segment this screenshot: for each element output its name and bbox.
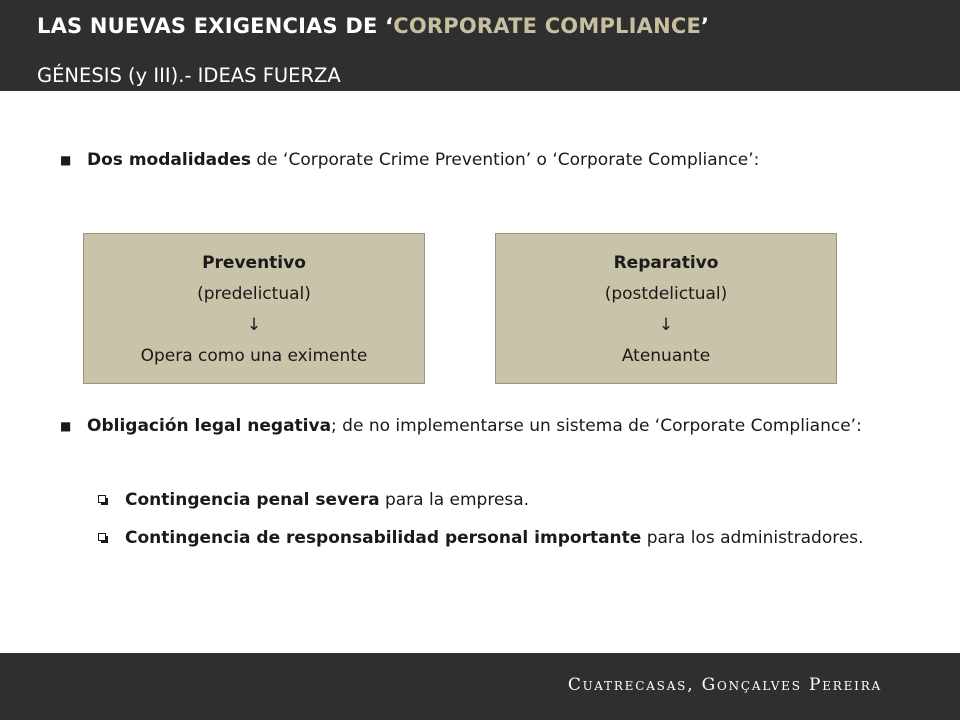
subbullet-bold: Contingencia de responsabilidad personal importante xyxy=(125,528,642,548)
box-result: Atenuante xyxy=(621,346,711,366)
square-bullet-icon: ■ xyxy=(60,419,72,433)
footer-bar xyxy=(0,653,960,720)
subbullet-text xyxy=(125,519,903,557)
box-preventivo xyxy=(83,233,425,384)
subbullet-penal xyxy=(98,481,903,519)
box-reparativo xyxy=(495,233,837,384)
subbullet-responsabilidad xyxy=(98,519,903,557)
bullet-rest: de ‘Corporate Crime Prevention’ o ‘Corporate Compliance’: xyxy=(250,150,760,170)
subbullet-rest: para los administradores. xyxy=(641,528,864,548)
box-result: Opera como una eximente xyxy=(140,346,368,366)
box-title: Reparativo xyxy=(613,253,719,273)
arrow-down-icon: ↓ xyxy=(658,315,674,335)
hollow-square-bullet-icon xyxy=(98,495,106,503)
square-bullet-icon: ■ xyxy=(60,153,72,167)
slide-title xyxy=(37,14,709,38)
bullet-bold: Obligación legal negativa xyxy=(87,416,332,436)
bullet-modalidades xyxy=(60,145,903,175)
bullet-text xyxy=(87,145,903,175)
title-accent: CORPORATE COMPLIANCE xyxy=(393,14,702,38)
subbullet-text xyxy=(125,481,903,519)
header-bar xyxy=(0,0,960,91)
hollow-square-bullet-icon xyxy=(98,533,106,541)
box-subtitle: (predelictual) xyxy=(197,284,311,304)
title-prefix: LAS NUEVAS EXIGENCIAS DE ‘ xyxy=(37,14,394,38)
arrow-down-icon: ↓ xyxy=(246,315,262,335)
box-subtitle: (postdelictual) xyxy=(604,284,728,304)
title-suffix: ’ xyxy=(701,14,710,38)
bullet-obligacion xyxy=(60,407,903,445)
subbullet-rest: para la empresa. xyxy=(379,490,530,510)
brand-logo-text: Cuatrecasas, Gonçalves Pereira xyxy=(567,675,882,695)
subbullet-bold: Contingencia penal severa xyxy=(125,490,380,510)
bullet-bold: Dos modalidades xyxy=(87,150,251,170)
bullet-rest: ; de no implementarse un sistema de ‘Corporate Compliance’: xyxy=(331,416,862,436)
box-title: Preventivo xyxy=(202,253,306,273)
slide-subtitle: GÉNESIS (y III).- IDEAS FUERZA xyxy=(37,64,341,87)
bullet-text xyxy=(87,407,903,445)
